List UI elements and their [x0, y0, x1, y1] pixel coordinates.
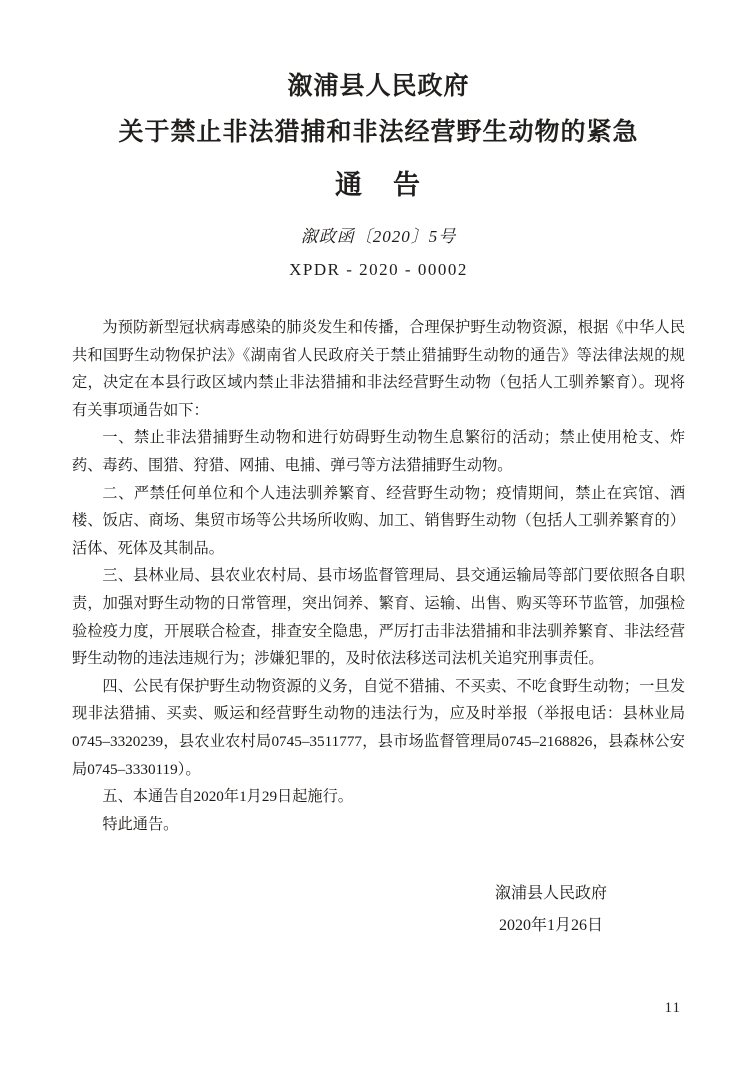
reference-number: 溆政函〔2020〕5号: [300, 227, 457, 246]
index-code: XPDR - 2020 - 00002: [289, 260, 468, 279]
page-number: 11: [664, 1000, 681, 1016]
body-paragraph-intro: 为预防新型冠状病毒感染的肺炎发生和传播，合理保护野生动物资源，根据《中华人民共和国野生动物保护法》《湖南省人民政府关于禁止猎捕野生动物的通告》等法律法规的规定，决定在本县行政区域内禁止非法猎捕和非法经营野生动物（包括人工驯养繁育）。现将有关事项通告如下：: [72, 319, 685, 419]
issuer-title: 溆浦县人民政府: [287, 73, 470, 100]
body-paragraph-closing: 特此通告。: [102, 815, 179, 833]
document-body: [72, 314, 685, 838]
document-subject-title: 关于禁止非法猎捕和非法经营野生动物的紧急: [118, 119, 639, 146]
body-paragraph-clause-3: 三、县林业局、县农业农村局、县市场监督管理局、县交通运输局等部门要依照各自职责，加强对野生动物的日常管理，突出饲养、繁育、运输、出售、购买等环节监管，加强检验检疫力度，开展联合检查，排查安全隐患，严厉打击非法猎捕和非法驯养繁育、非法经营野生动物的违法违规行为；涉嫌犯罪的，及时依法移送司法机关追究刑事责任。: [72, 567, 685, 668]
body-paragraph-clause-1: 一、禁止非法猎捕野生动物和进行妨碍野生动物生息繁衍的活动；禁止使用枪支、炸药、毒药、围猎、狩猎、网捕、电捕、弹弓等方法猎捕野生动物。: [72, 429, 685, 474]
signature-date: 2020年1月26日: [498, 917, 603, 935]
body-paragraph-clause-2: 二、严禁任何单位和个人违法驯养繁育、经营野生动物；疫情期间，禁止在宾馆、酒楼、饭店、商场、集贸市场等公共场所收购、加工、销售野生动物（包括人工驯养繁育的）活体、死体及其制品。: [72, 484, 685, 557]
document-title-block: [72, 64, 685, 208]
body-paragraph-clause-5: 五、本通告自2020年1月29日起施行。: [102, 788, 353, 806]
body-paragraph-clause-4: 四、公民有保护野生动物资源的义务，自觉不猎捕、不买卖、不吃食野生动物；一旦发现非法猎捕、买卖、贩运和经营野生动物的违法行为，应及时举报（举报电话：县林业局0745–3320239，县农业农村局0745–3511777，县市场监督管理局0745–2168826，县森林公安局0745–3330119）。: [72, 677, 685, 778]
document-number-block: [72, 220, 685, 286]
signature-issuer: 溆浦县人民政府: [494, 885, 607, 903]
signature-area: [72, 878, 685, 942]
document-type-title: 通 告: [335, 170, 422, 200]
signature-block: [495, 878, 607, 942]
